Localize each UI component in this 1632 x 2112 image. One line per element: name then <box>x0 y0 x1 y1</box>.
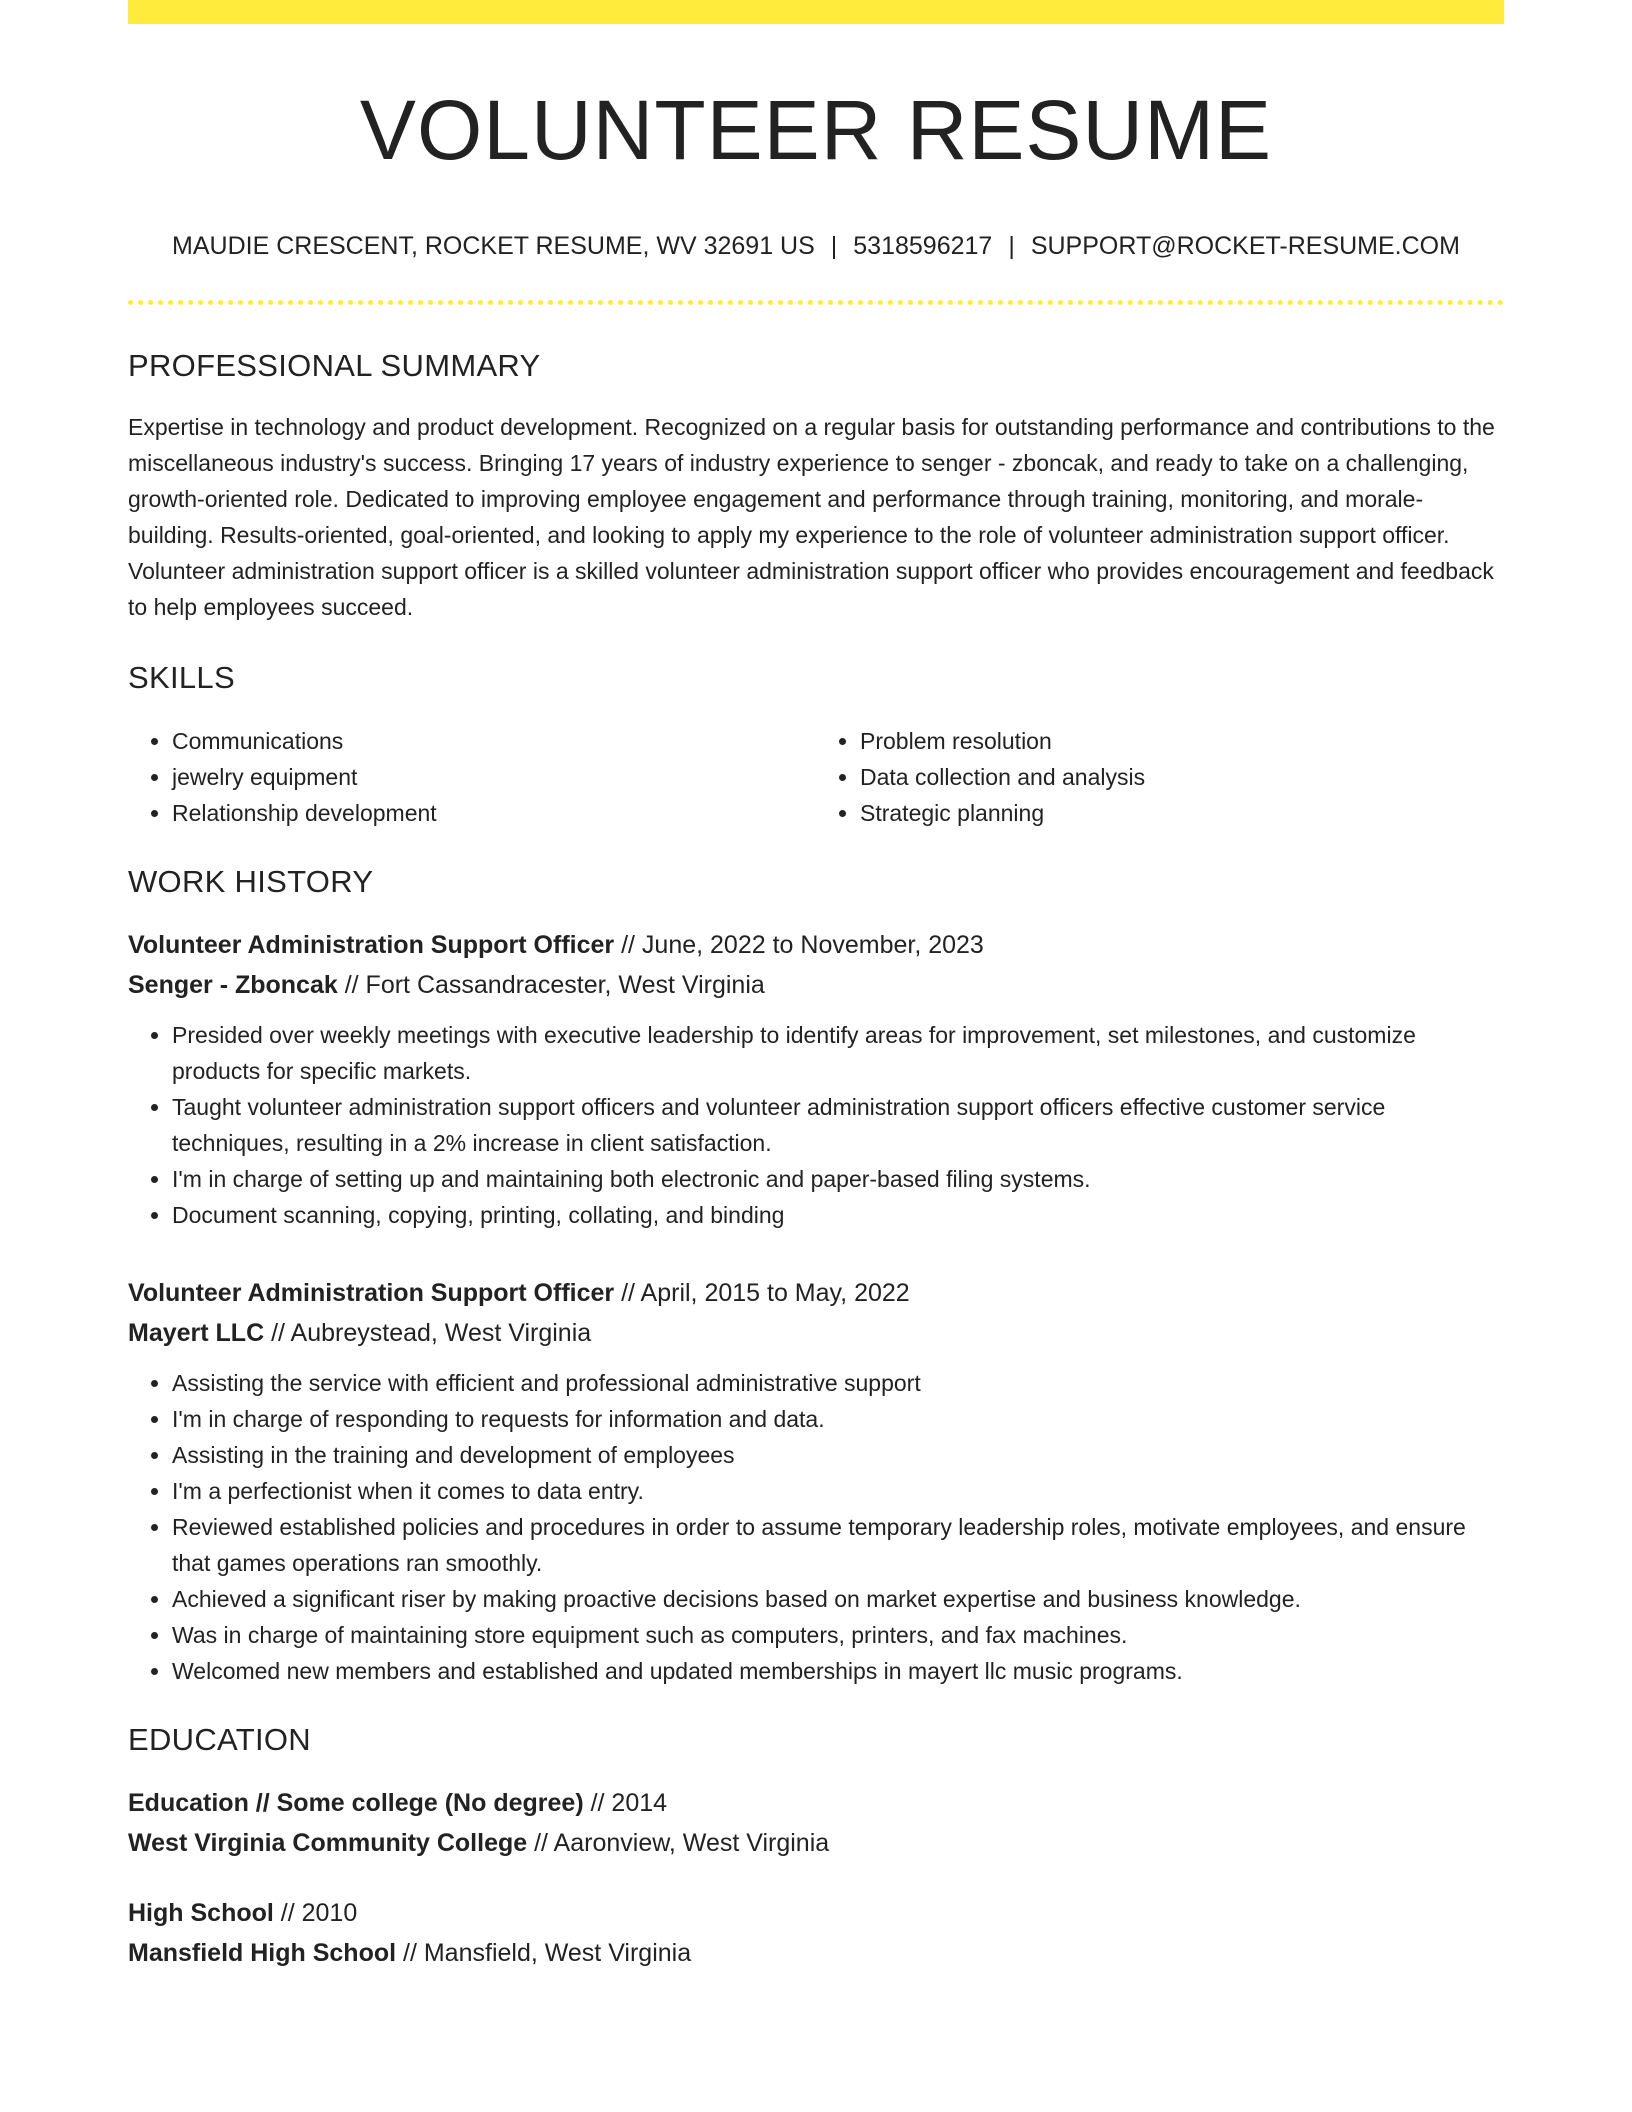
education-school-line <box>128 1933 1504 1973</box>
job-bullets <box>128 1365 1504 1689</box>
top-accent-bar <box>128 0 1504 24</box>
education-degree: Education // Some college (No degree) <box>128 1789 584 1817</box>
skill-item: • Relationship development <box>172 795 816 831</box>
skill-item: • Communications <box>172 723 816 759</box>
job-company: Senger - Zboncak <box>128 971 338 999</box>
job-bullet: • Presided over weekly meetings with executive leadership to identify areas for improvement, set milestones, and customize products for specific markets. <box>172 1017 1504 1089</box>
job-title-line <box>128 1273 1504 1313</box>
skill-item: • jewelry equipment <box>172 759 816 795</box>
job-company-line <box>128 965 1504 1005</box>
job-bullet: • I'm in charge of responding to requests for information and data. <box>172 1401 1504 1437</box>
contact-line <box>128 230 1504 262</box>
job-bullet: • Assisting the service with efficient and professional administrative support <box>172 1365 1504 1401</box>
job-entry <box>128 925 1504 1233</box>
job-entry <box>128 1273 1504 1689</box>
job-location: // Fort Cassandracester, West Virginia <box>337 971 765 999</box>
job-company: Mayert LLC <box>128 1319 265 1347</box>
skill-item: • Problem resolution <box>860 723 1504 759</box>
job-title: Volunteer Administration Support Officer <box>128 1279 615 1307</box>
job-bullet: • Document scanning, copying, printing, collating, and binding <box>172 1197 1504 1233</box>
job-bullet: • Taught volunteer administration support officers and volunteer administration support officers effective customer service techniques, resulting in a 2% increase in client satisfaction. <box>172 1089 1504 1161</box>
education-degree: High School <box>128 1899 274 1927</box>
skill-item: • Data collection and analysis <box>860 759 1504 795</box>
education-school-line <box>128 1823 1504 1863</box>
job-bullet: • Achieved a significant riser by making proactive decisions based on market expertise and business knowledge. <box>172 1581 1504 1617</box>
summary-text: Expertise in technology and product development. Recognized on a regular basis for outstanding performance and contributions to the miscellaneous industry's success. Bringing 17 years of industry experience to senger - zboncak, and ready to take on a challenging, growth-oriented role. Dedicated to improving employee engagement and performance through training, monitoring, and morale-building. Results-oriented, goal-oriented, and looking to apply my experience to the role of volunteer administration support officer. Volunteer administration support officer is a skilled volunteer administration support officer who provides encouragement and feedback to help employees succeed. <box>128 414 1495 620</box>
work-history-heading: WORK HISTORY <box>128 864 374 899</box>
contact-address: MAUDIE CRESCENT, ROCKET RESUME, WV 32691 US <box>172 232 815 260</box>
job-bullet: • Assisting in the training and development of employees <box>172 1437 1504 1473</box>
job-bullet: • I'm a perfectionist when it comes to data entry. <box>172 1473 1504 1509</box>
education-heading: EDUCATION <box>128 1722 311 1757</box>
education-location: // Mansfield, West Virginia <box>396 1939 692 1967</box>
skills-heading: SKILLS <box>128 660 235 695</box>
resume-page <box>128 0 1504 1973</box>
resume-title: VOLUNTEER RESUME <box>359 83 1273 177</box>
dotted-divider <box>128 300 1504 305</box>
skill-item: • Strategic planning <box>860 795 1504 831</box>
job-bullet: • Reviewed established policies and procedures in order to assume temporary leadership roles, motivate employees, and ensure that games operations ran smoothly. <box>172 1509 1504 1581</box>
education-school: West Virginia Community College <box>128 1829 528 1857</box>
contact-separator: | <box>830 232 838 260</box>
job-dates: // June, 2022 to November, 2023 <box>614 931 984 959</box>
job-bullet: • I'm in charge of setting up and maintaining both electronic and paper-based filing systems. <box>172 1161 1504 1197</box>
job-location: // Aubreystead, West Virginia <box>264 1319 592 1347</box>
job-bullet: • Was in charge of maintaining store equipment such as computers, printers, and fax machines. <box>172 1617 1504 1653</box>
skills-column-right <box>816 723 1504 831</box>
job-title-line <box>128 925 1504 965</box>
summary-heading: PROFESSIONAL SUMMARY <box>128 348 541 383</box>
education-entry <box>128 1893 1504 1973</box>
skills-column-left <box>128 723 816 831</box>
education-year: // 2014 <box>583 1789 668 1817</box>
education-degree-line <box>128 1783 1504 1823</box>
job-title: Volunteer Administration Support Officer <box>128 931 615 959</box>
contact-separator: | <box>1008 232 1015 260</box>
education-school: Mansfield High School <box>128 1939 397 1967</box>
job-bullets <box>128 1017 1504 1233</box>
contact-phone: 5318596217 <box>853 232 993 260</box>
education-entry <box>128 1783 1504 1863</box>
job-dates: // April, 2015 to May, 2022 <box>614 1279 910 1307</box>
education-degree-line <box>128 1893 1504 1933</box>
education-location: // Aaronview, West Virginia <box>527 1829 830 1857</box>
skills-list <box>128 723 1504 831</box>
job-bullet: • Welcomed new members and established and updated memberships in mayert llc music programs. <box>172 1653 1504 1689</box>
job-company-line <box>128 1313 1504 1353</box>
education-year: // 2010 <box>273 1899 358 1927</box>
contact-email: SUPPORT@ROCKET-RESUME.COM <box>1030 232 1460 260</box>
